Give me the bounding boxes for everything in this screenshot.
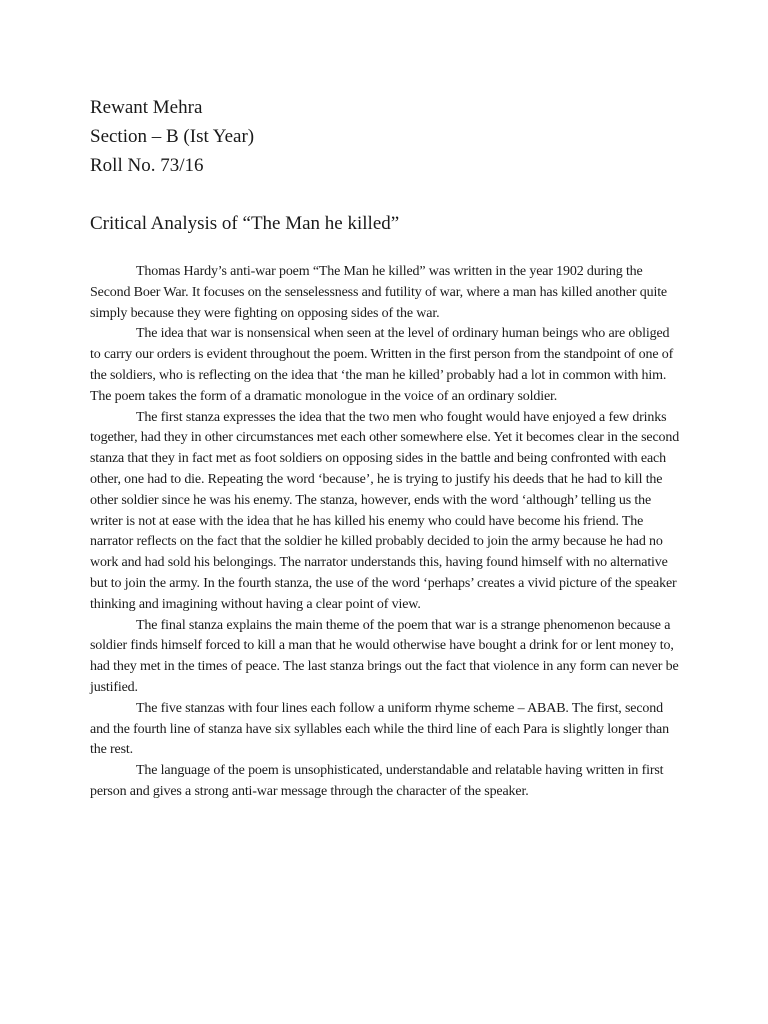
paragraph-stanzas: The first stanza expresses the idea that the two men who fought would have enjoyed a few drinks together, had they in other circumstances met each other somewhere else. Yet it becomes clear in the second stanza that they in fact met as foot soldiers on opposing sides in the battle and being confronted with each other, one had to die. Repeating the word ‘because’, he is trying to justify his deeds that he had to kill the other soldier since he was his enemy. The stanza, however, ends with the word ‘although’ telling us the writer is not at ease with the idea that he has killed his enemy who could have become his friend. The narrator reflects on the fact that the soldier he killed probably decided to join the army because he had no work and had sold his belongings. The narrator understands this, having found himself with no alternative but to join the army. In the fourth stanza, the use of the word ‘perhaps’ creates a vivid picture of the speaker thinking and imagining without having a clear point of view.: [90, 409, 680, 612]
author-name: Rewant Mehra: [90, 97, 203, 118]
paragraph-language: The language of the poem is unsophisticated, understandable and relatable having written in first person and gives a strong anti-war message through the character of the speaker.: [90, 763, 664, 799]
document-body: [90, 262, 680, 803]
paragraph-intro: Thomas Hardy’s anti-war poem “The Man he killed” was written in the year 1902 during the Second Boer War. It focuses on the senselessness and futility of war, where a man has killed another quite simply because they were fighting on opposing sides of the war.: [90, 264, 667, 321]
paragraph-rhyme-scheme: The five stanzas with four lines each follow a uniform rhyme scheme – ABAB. The first, second and the fourth line of stanza have six syllables each while the third line of each Para is slightly longer than the rest.: [90, 700, 669, 758]
author-section: Section – B (Ist Year): [90, 126, 255, 147]
paragraph-war-nonsensical: The idea that war is nonsensical when seen at the level of ordinary human beings who are obliged to carry our orders is evident throughout the poem. Written in the first person from the standpoint of one of the soldiers, who is reflecting on the idea that ‘the man he killed’ probably had a lot in common with him. The poem takes the form of a dramatic monologue in the voice of an ordinary soldier.: [90, 326, 674, 404]
author-header: [90, 93, 690, 180]
author-roll-number: Roll No. 73/16: [90, 155, 204, 176]
paragraph-final-stanza: The final stanza explains the main theme of the poem that war is a strange phenomenon because a soldier finds himself forced to kill a man that he would otherwise have bought a drink for or lent money to, had they met in the times of peace. The last stanza brings out the fact that violence in any form can never be justified.: [90, 617, 679, 695]
document-title: Critical Analysis of “The Man he killed”: [90, 213, 400, 234]
